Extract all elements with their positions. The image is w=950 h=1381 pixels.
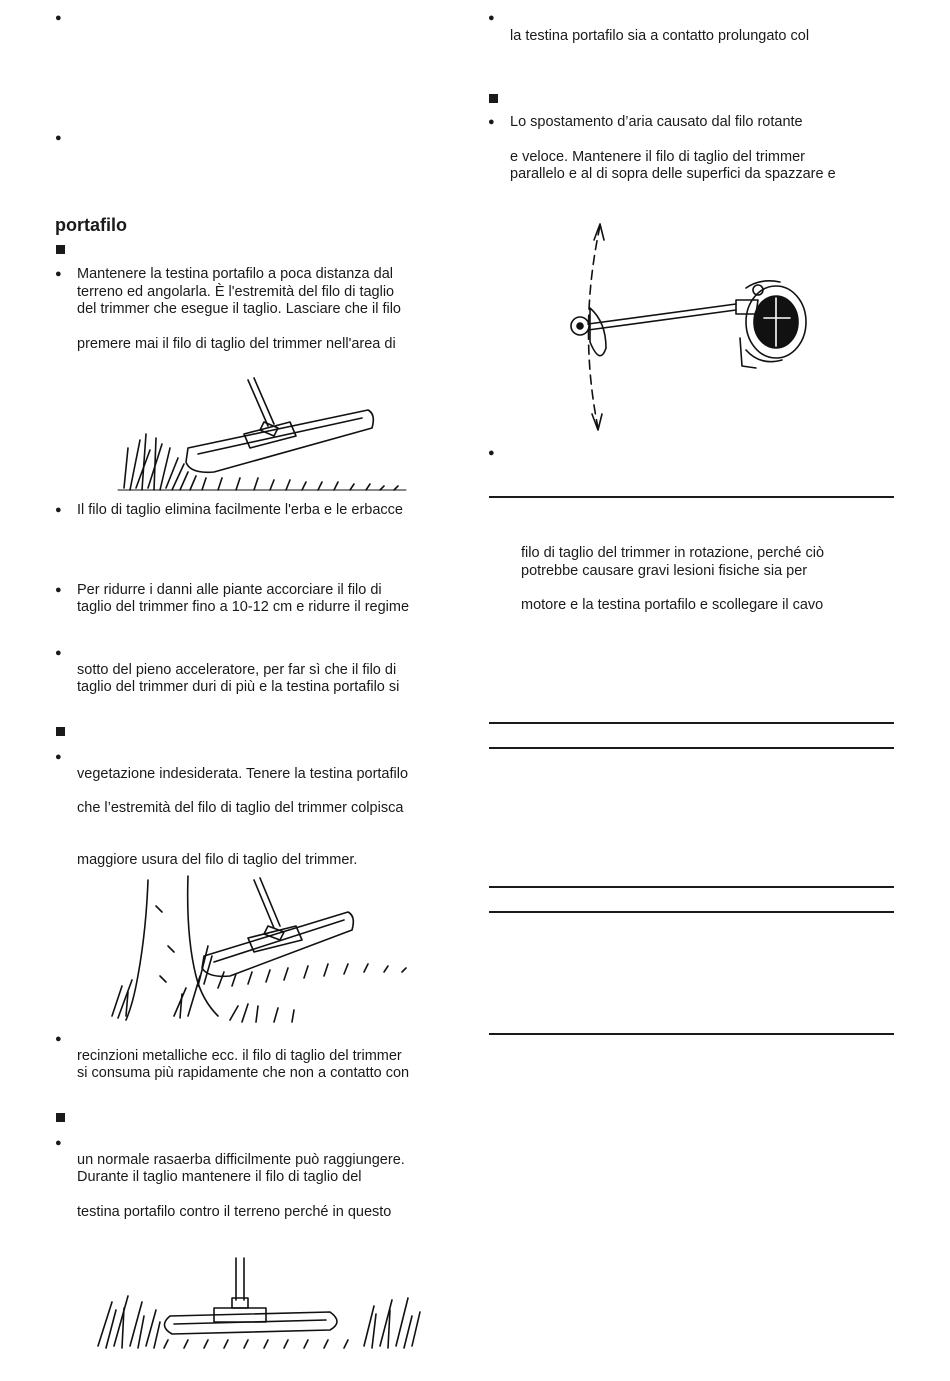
bullet: ● [488, 12, 495, 24]
text-line: che l’estremità del filo di taglio del trimmer colpisca [77, 800, 404, 816]
text-line: Durante il taglio mantenere il filo di taglio del [77, 1169, 362, 1185]
text-line: filo di taglio del trimmer in rotazione, perché ciò [521, 545, 825, 561]
operator-sweeping-illustration [560, 218, 818, 436]
text-line: motore e la testina portafilo e scollegare il cavo [521, 597, 824, 613]
text-line: testina portafilo contro il terreno perché in questo [77, 1204, 392, 1220]
bullet: ● [488, 447, 495, 459]
trimmer-angled-illustration [118, 378, 408, 496]
text-line: del trimmer che esegue il taglio. Lasciare che il filo [77, 301, 401, 317]
bullet: ● [55, 1033, 62, 1045]
square-bullet [56, 245, 65, 254]
text-line: la testina portafilo sia a contatto prolungato col [510, 28, 810, 44]
square-bullet [56, 727, 65, 736]
text-line: sotto del pieno acceleratore, per far sì che il filo di [77, 662, 397, 678]
divider [489, 911, 894, 913]
square-bullet [56, 1113, 65, 1122]
divider [489, 496, 894, 498]
divider [489, 1033, 894, 1035]
bullet: ● [55, 132, 62, 144]
square-bullet [489, 94, 498, 103]
trimmer-tree-illustration [108, 876, 413, 1026]
divider [489, 722, 894, 724]
text-line: un normale rasaerba difficilmente può raggiungere. [77, 1152, 405, 1168]
bullet: ● [55, 1137, 62, 1149]
text-line: taglio del trimmer duri di più e la testina portafilo si [77, 679, 400, 695]
text-line: taglio del trimmer fino a 10-12 cm e ridurre il regime [77, 599, 410, 615]
text-line: vegetazione indesiderata. Tenere la testina portafilo [77, 766, 409, 782]
bullet: ● [55, 504, 62, 516]
text-line: Lo spostamento d’aria causato dal filo rotante [510, 114, 803, 130]
bullet: ● [55, 584, 62, 596]
text-line: recinzioni metalliche ecc. il filo di taglio del trimmer [77, 1048, 402, 1064]
text-line: Per ridurre i danni alle piante accorciare il filo di [77, 582, 382, 598]
text-line: premere mai il filo di taglio del trimmer nell'area di [77, 336, 396, 352]
bullet: ● [55, 12, 62, 24]
bullet: ● [55, 268, 62, 280]
bullet: ● [55, 647, 62, 659]
text-line: maggiore usura del filo di taglio del trimmer. [77, 852, 358, 868]
bullet: ● [55, 751, 62, 763]
text-line: Mantenere la testina portafilo a poca distanza dal [77, 266, 393, 282]
divider [489, 886, 894, 888]
bullet: ● [488, 116, 495, 128]
trimmer-flat-illustration [94, 1256, 422, 1356]
text-line: si consuma più rapidamente che non a contatto con [77, 1065, 410, 1081]
divider [489, 747, 894, 749]
text-line: Il filo di taglio elimina facilmente l'erba e le erbacce [77, 502, 403, 518]
text-line: parallelo e al di sopra delle superfici da spazzare e [510, 166, 836, 182]
text-line: terreno ed angolarla. È l'estremità del filo di taglio [77, 284, 395, 300]
text-line: e veloce. Mantenere il filo di taglio del trimmer [510, 149, 805, 165]
text-line: potrebbe causare gravi lesioni fisiche sia per [521, 563, 808, 579]
section-heading: portafilo [55, 215, 127, 235]
